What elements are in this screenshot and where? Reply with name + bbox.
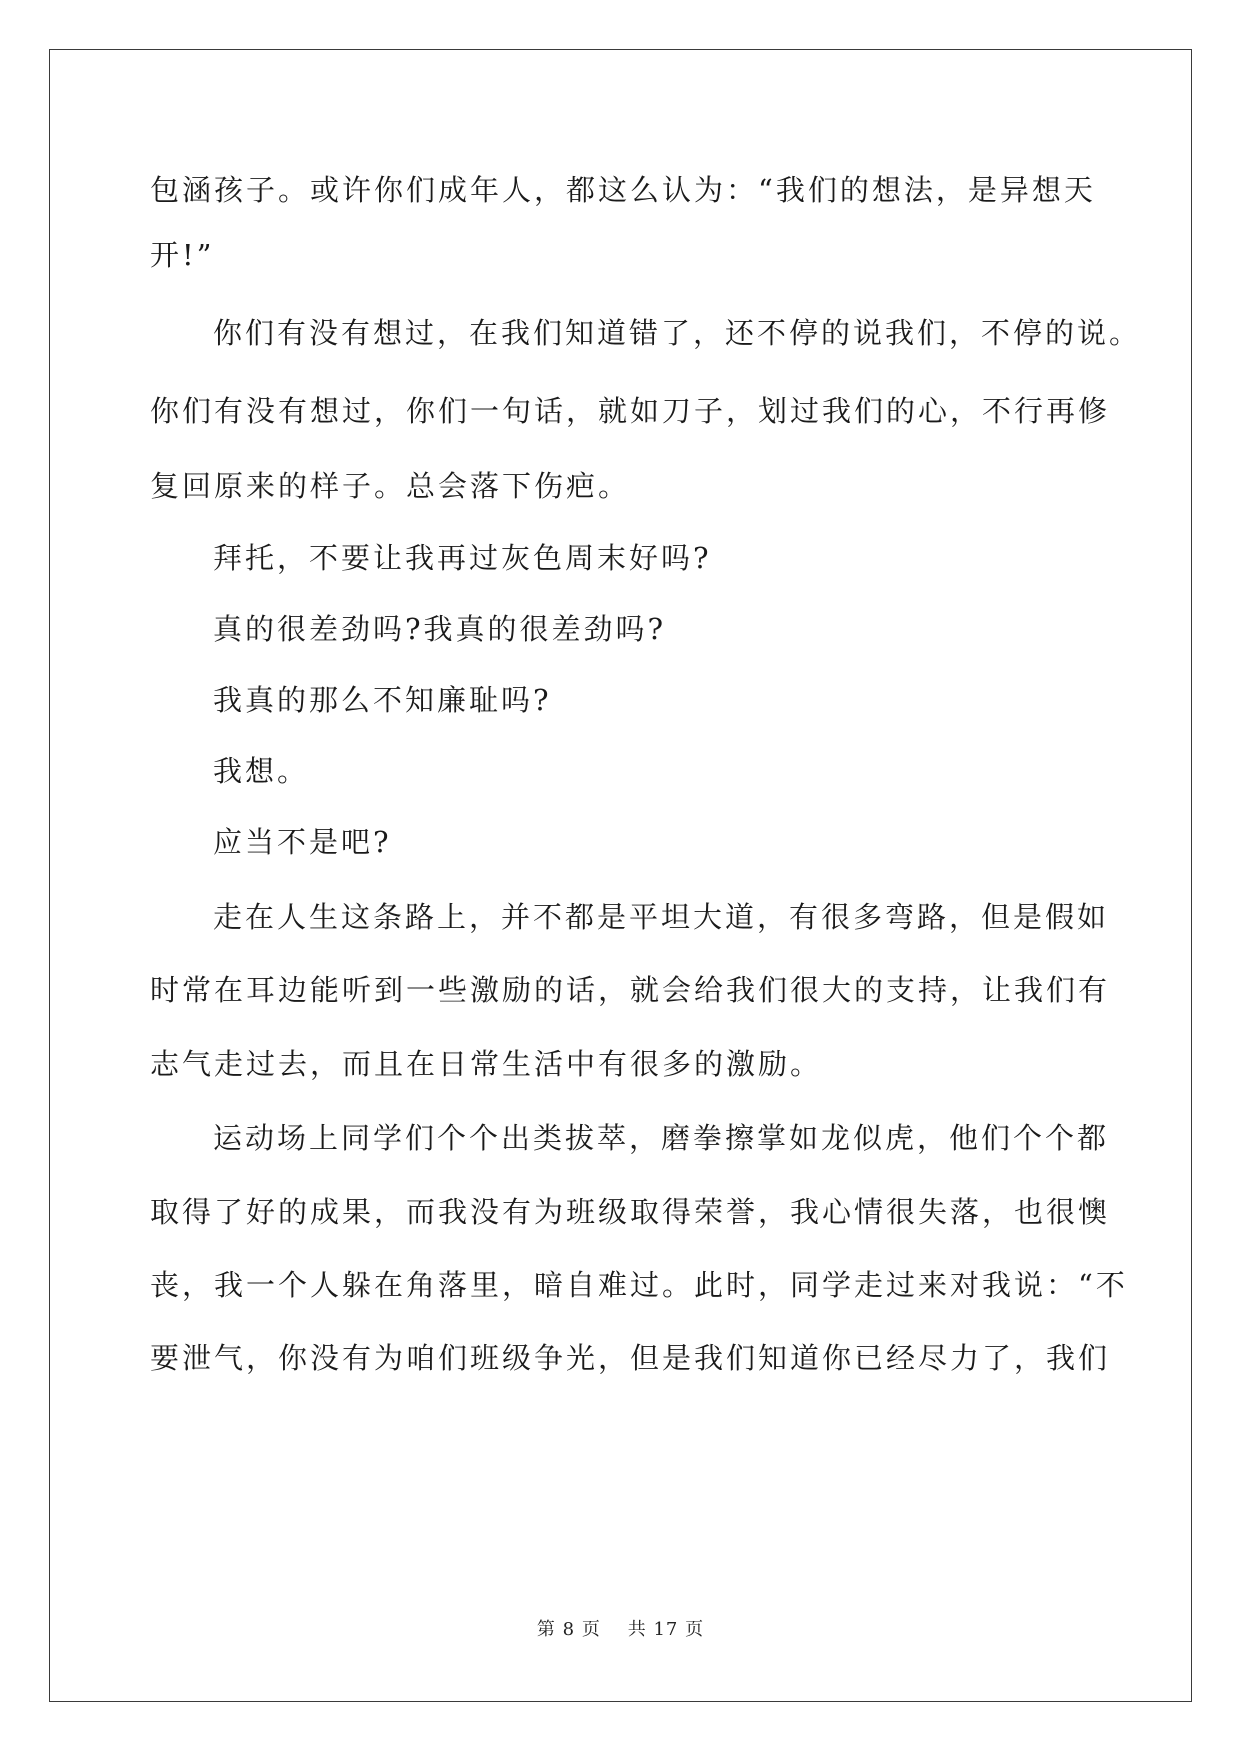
body-line: 开!” [150,238,215,272]
paragraph-start-line: 运动场上同学们个个出类拔萃，磨拳擦掌如龙似虎，他们个个都 [213,1121,1110,1155]
page-number: 第 8 页 [536,1619,601,1640]
paragraph-start-line: 我真的那么不知廉耻吗? [213,683,552,717]
paragraph-start-line: 真的很差劲吗?我真的很差劲吗? [213,612,667,646]
page-border [49,49,1192,1702]
body-line: 要泄气，你没有为咱们班级争光，但是我们知道你已经尽力了，我们 [150,1341,1111,1375]
body-line: 丧，我一个人躲在角落里，暗自难过。此时，同学走过来对我说：“不 [150,1268,1128,1302]
body-line: 包涵孩子。或许你们成年人，都这么认为：“我们的想法，是异想天 [150,173,1096,207]
paragraph-start-line: 你们有没有想过，在我们知道错了，还不停的说我们，不停的说。 [213,316,1142,350]
body-line: 你们有没有想过，你们一句话，就如刀子，划过我们的心，不行再修 [150,394,1111,428]
body-line: 志气走过去，而且在日常生活中有很多的激励。 [150,1047,823,1081]
paragraph-start-line: 应当不是吧? [213,825,392,859]
page-total: 共 17 页 [627,1619,705,1640]
body-line: 取得了好的成果，而我没有为班级取得荣誉，我心情很失落，也很懊 [150,1195,1111,1229]
paragraph-start-line: 走在人生这条路上，并不都是平坦大道，有很多弯路，但是假如 [213,900,1110,934]
paragraph-start-line: 拜托，不要让我再过灰色周末好吗? [213,541,712,575]
body-line: 时常在耳边能听到一些激励的话，就会给我们很大的支持，让我们有 [150,973,1111,1007]
page-footer [0,1615,1241,1641]
body-line: 复回原来的样子。总会落下伤疤。 [150,469,631,503]
paragraph-start-line: 我想。 [213,754,310,788]
